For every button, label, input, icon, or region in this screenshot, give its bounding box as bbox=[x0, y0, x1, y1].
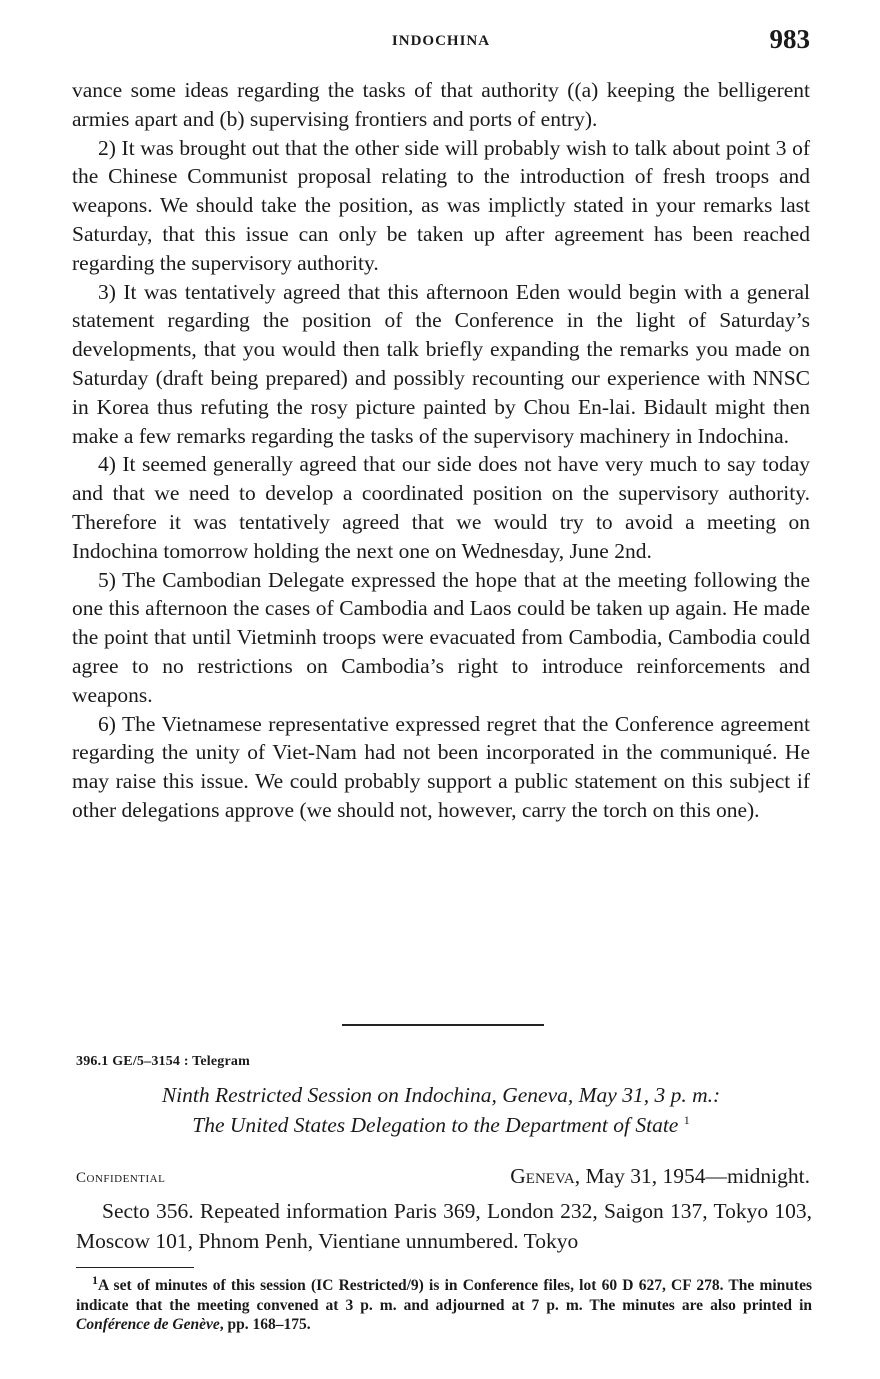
body-text bbox=[72, 76, 810, 825]
running-head bbox=[72, 22, 810, 62]
file-reference: 396.1 GE/5–3154 : Telegram bbox=[76, 1054, 250, 1069]
dateline bbox=[510, 1164, 810, 1189]
dateline-place: Geneva bbox=[510, 1164, 575, 1188]
paragraph-4: 4) It seemed generally agreed that our side does not have very much to say today and that we need to develop a coordinated position on the supervisory authority. Therefore it was tentatively agreed that we would try to avoid a meeting on Indochina tomorrow holding the next one on Wednesday, June 2nd. bbox=[72, 452, 810, 563]
running-title: INDOCHINA bbox=[391, 33, 491, 49]
title-line-2-text: The United States Delegation to the Department of State bbox=[192, 1113, 679, 1137]
footnote-mark: 1 bbox=[92, 1272, 98, 1287]
paragraph-3: 3) It was tentatively agreed that this afternoon Eden would begin with a general statement regarding the position of the Conference in the light of Saturday’s developments, that you would then talk briefly expanding the remarks you made on Saturday (draft being prepared) and possibly recounting our experience with NNSC in Korea thus refuting the rosy picture painted by Chou En-lai. Bidault might then make a few remarks regarding the tasks of the supervisory machinery in Indochina. bbox=[72, 279, 810, 448]
footnote-text: A set of minutes of this session (IC Restricted/9) is in Conference files, lot 60 D 627, CF 278. The minutes indicate that the meeting convened at 3 p. m. and adjourned at 7 p. m. The minutes are also printed in bbox=[76, 1277, 812, 1314]
paragraph-2: 2) It was brought out that the other side will probably wish to talk about point 3 of the Chinese Communist proposal relating to the introduction of fresh troops and weapons. We should take the position, as was implictly stated in your remarks last Saturday, that this issue can only be taken up after agreement has been reached regarding the supervisory authority. bbox=[72, 135, 810, 275]
title-line-2 bbox=[72, 1110, 810, 1140]
telegram-paragraph: Secto 356. Repeated information Paris 369, London 232, Saigon 137, Tokyo 103, Moscow 101, Phnom Penh, Vientiane unnumbered. Tokyo bbox=[76, 1199, 812, 1253]
footnote-divider bbox=[76, 1267, 194, 1268]
dateline-date: , May 31, 1954—midnight. bbox=[574, 1164, 810, 1188]
footnote-italic-title: Conférence de Genève bbox=[76, 1316, 220, 1333]
telegram-text bbox=[76, 1196, 812, 1256]
title-line-1: Ninth Restricted Session on Indochina, Geneva, May 31, 3 p. m.: bbox=[161, 1083, 721, 1107]
footnote bbox=[76, 1272, 812, 1335]
page-number: 983 bbox=[769, 24, 810, 54]
section-divider bbox=[342, 1024, 544, 1026]
footnote-reference: 1 bbox=[683, 1112, 690, 1127]
paragraph-6: 6) The Vietnamese representative expressed regret that the Conference agreement regarding the unity of Viet-Nam had not been incorporated in the communiqué. He may raise this issue. We could probably support a public statement on this subject if other delegations approve (we should not, however, carry the torch on this one). bbox=[72, 711, 810, 822]
paragraph-continued: vance some ideas regarding the tasks of that authority ((a) keeping the belligerent armies apart and (b) supervising frontiers and ports of entry). bbox=[72, 78, 810, 131]
paragraph-5: 5) The Cambodian Delegate expressed the hope that at the meeting following the one this afternoon the cases of Cambodia and Laos could be taken up again. He made the point that until Vietminh troops were evacuated from Cambodia, Cambodia could agree to no restrictions on Cambodia’s right to introduce reinforcements and weapons. bbox=[72, 567, 810, 707]
classification-label: Confidential bbox=[76, 1170, 166, 1186]
document-title bbox=[72, 1080, 810, 1140]
footnote-text-end: , pp. 168–175. bbox=[219, 1316, 311, 1333]
